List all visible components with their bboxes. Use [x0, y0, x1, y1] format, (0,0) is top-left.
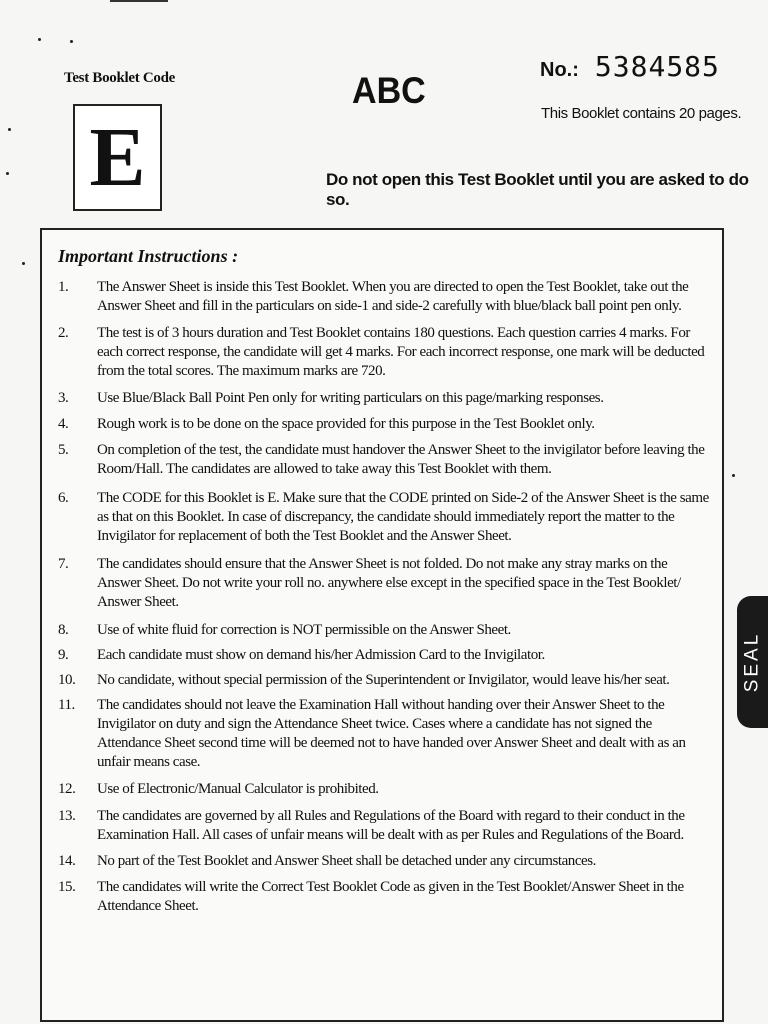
instruction-number: 3.: [58, 390, 69, 406]
paper-speck: [732, 474, 735, 477]
instruction-text: The candidates will write the Correct Test Booklet Code as given in the Test Booklet/Answer Sheet in the Attendance Sheet.: [97, 879, 684, 914]
instruction-number: 12.: [58, 781, 76, 797]
instruction-number: 9.: [58, 647, 69, 663]
instruction-number: 4.: [58, 416, 69, 432]
instruction-text: The candidates should not leave the Examination Hall without handing over their Answer Sheet to the Invigilator on duty and sign the Attendance Sheet twice. Cases where a candidate has not signed the Attendance Sheet second time will be deemed not to have handed over Answer Sheet and dealt with as an unfair means case.: [97, 697, 686, 770]
instruction-number: 13.: [58, 808, 76, 824]
instruction-item: [42, 441, 722, 479]
instruction-number: 7.: [58, 556, 69, 572]
instruction-number: 5.: [58, 442, 69, 458]
instruction-number: 8.: [58, 622, 69, 638]
booklet-code-label: Test Booklet Code: [64, 70, 176, 86]
instruction-item: [42, 878, 722, 916]
instructions-box: [40, 228, 724, 1022]
seal-tab[interactable]: [737, 596, 768, 728]
instruction-item: [42, 807, 722, 845]
instruction-item: [42, 696, 722, 772]
instruction-item: [42, 324, 722, 381]
top-edge-mark: [110, 0, 168, 2]
instruction-item: [42, 671, 722, 690]
pages-note: This Booklet contains 20 pages.: [541, 105, 742, 122]
instruction-number: 1.: [58, 279, 69, 295]
paper-speck: [6, 172, 9, 175]
instruction-item: [42, 852, 722, 871]
instructions-heading: Important Instructions :: [58, 246, 239, 266]
instruction-text: The candidates should ensure that the Answer Sheet is not folded. Do not make any stray marks on the Answer Sheet. Do not write your roll no. anywhere else except in the specified space in the Test Booklet/ Answer Sheet.: [97, 556, 681, 610]
instruction-item: [42, 621, 722, 640]
booklet-code-letter: E: [89, 110, 146, 204]
instruction-text: No candidate, without special permission of the Superintendent or Invigilator, would leave his/her seat.: [97, 672, 670, 688]
instruction-item: [42, 278, 722, 316]
instruction-item: [42, 555, 722, 612]
instruction-number: 2.: [58, 325, 69, 341]
instruction-item: [42, 389, 722, 408]
instruction-number: 14.: [58, 853, 76, 869]
serial-number: 5384585: [594, 50, 720, 83]
instruction-text: Rough work is to be done on the space provided for this purpose in the Test Booklet only.: [97, 416, 595, 432]
paper-speck: [22, 262, 25, 265]
instruction-number: 11.: [58, 697, 75, 713]
paper-speck: [70, 40, 73, 43]
instruction-item: [42, 646, 722, 665]
instruction-text: Use of white fluid for correction is NOT permissible on the Answer Sheet.: [97, 622, 511, 638]
serial-number-block: [540, 50, 720, 83]
instruction-text: The Answer Sheet is inside this Test Booklet. When you are directed to open the Test Booklet, take out the Answer Sheet and fill in the particulars on side-1 and side-2 carefully with blue/black ball point pen only.: [97, 279, 689, 314]
seal-label: SEAL: [741, 631, 763, 693]
instruction-item: [42, 489, 722, 546]
instruction-item: [42, 415, 722, 434]
instruction-text: Each candidate must show on demand his/her Admission Card to the Invigilator.: [97, 647, 545, 663]
instruction-number: 10.: [58, 672, 76, 688]
instruction-number: 15.: [58, 879, 76, 895]
paper-speck: [8, 128, 11, 131]
booklet-code-box: [73, 104, 162, 211]
instruction-text: Use of Electronic/Manual Calculator is prohibited.: [97, 781, 379, 797]
do-not-open-warning: Do not open this Test Booklet until you are asked to do so.: [326, 170, 749, 209]
instruction-item: [42, 780, 722, 799]
instructions-list: [42, 278, 722, 922]
instruction-text: No part of the Test Booklet and Answer Sheet shall be detached under any circumstances.: [97, 853, 596, 869]
instruction-number: 6.: [58, 490, 69, 506]
paper-speck: [38, 38, 41, 41]
paper-title: ABC: [352, 70, 426, 111]
instruction-text: Use Blue/Black Ball Point Pen only for writing particulars on this page/marking responses.: [97, 390, 604, 406]
serial-label: No.:: [540, 59, 579, 81]
instruction-text: On completion of the test, the candidate must handover the Answer Sheet to the invigilator before leaving the Room/Hall. The candidates are allowed to take away this Test Booklet with them.: [97, 442, 705, 477]
instruction-text: The CODE for this Booklet is E. Make sure that the CODE printed on Side-2 of the Answer Sheet is the same as that on this Booklet. In case of discrepancy, the candidate should immediately report the matter to the Invigilator for replacement of both the Test Booklet and the Answer Sheet.: [97, 490, 709, 544]
instruction-text: The test is of 3 hours duration and Test Booklet contains 180 questions. Each question carries 4 marks. For each correct response, the candidate will get 4 marks. For each incorrect response, one mark will be deducted from the total scores. The maximum marks are 720.: [97, 325, 705, 379]
instruction-text: The candidates are governed by all Rules and Regulations of the Board with regard to their conduct in the Examination Hall. All cases of unfair means will be dealt with as per Rules and Regulations of the Board.: [97, 808, 685, 843]
